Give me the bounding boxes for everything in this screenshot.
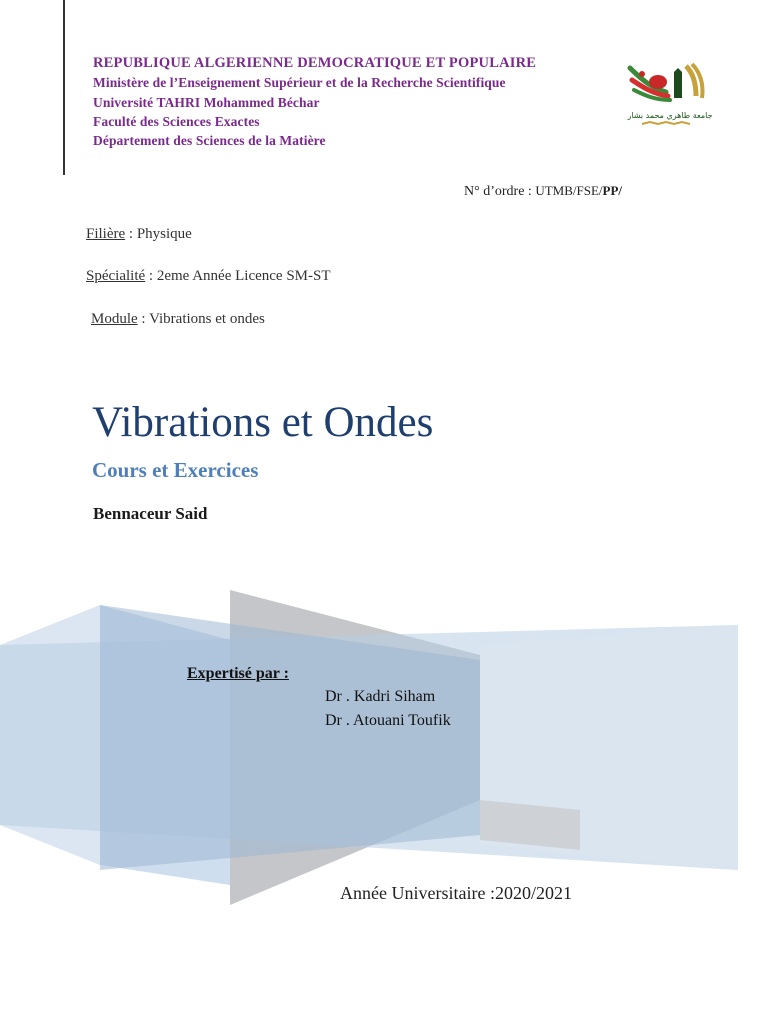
- faculty-line: Faculté des Sciences Exactes: [93, 113, 260, 129]
- margin-rule: [63, 0, 65, 175]
- academic-year: Année Universitaire :2020/2021: [340, 883, 572, 903]
- expert-name: Dr . Atouani Toufik: [325, 712, 451, 729]
- logo-arabic-text: جامعة طاهري محمد بشار: [627, 111, 713, 120]
- author-name: Bennaceur Said: [93, 504, 208, 523]
- expertise-label: Expertisé par :: [187, 665, 289, 682]
- specialite-label: Spécialité: [86, 268, 146, 284]
- document-title: Vibrations et Ondes: [92, 399, 434, 446]
- ministry-line: Ministère de l’Enseignement Supérieur et de la Recherche Scientifique: [93, 75, 506, 91]
- institution-header: [93, 54, 536, 150]
- university-line: Université TAHRI Mohammed Béchar: [93, 94, 320, 110]
- module-value: : Vibrations et ondes: [137, 311, 265, 327]
- filiere-field: [86, 226, 192, 243]
- document-subtitle: Cours et Exercices: [92, 458, 259, 482]
- order-number: [464, 183, 622, 200]
- module-field: [91, 311, 265, 328]
- specialite-field: [86, 268, 331, 285]
- order-suffix: PP/: [602, 183, 622, 198]
- department-line: Département des Sciences de la Matière: [93, 133, 326, 149]
- order-code: UTMB/FSE/: [535, 183, 603, 198]
- decorative-ribbon-graphic: [0, 585, 768, 905]
- specialite-value: : 2eme Année Licence SM-ST: [145, 268, 331, 284]
- expert-name: Dr . Kadri Siham: [325, 688, 436, 705]
- order-label: N° d’ordre :: [464, 184, 536, 199]
- filiere-value: : Physique: [125, 226, 192, 242]
- module-label: Module: [91, 311, 138, 327]
- filiere-label: Filière: [86, 226, 126, 242]
- university-crest-logo: [622, 58, 714, 130]
- country-line: REPUBLIQUE ALGERIENNE DEMOCRATIQUE ET POPULAIRE: [93, 55, 537, 71]
